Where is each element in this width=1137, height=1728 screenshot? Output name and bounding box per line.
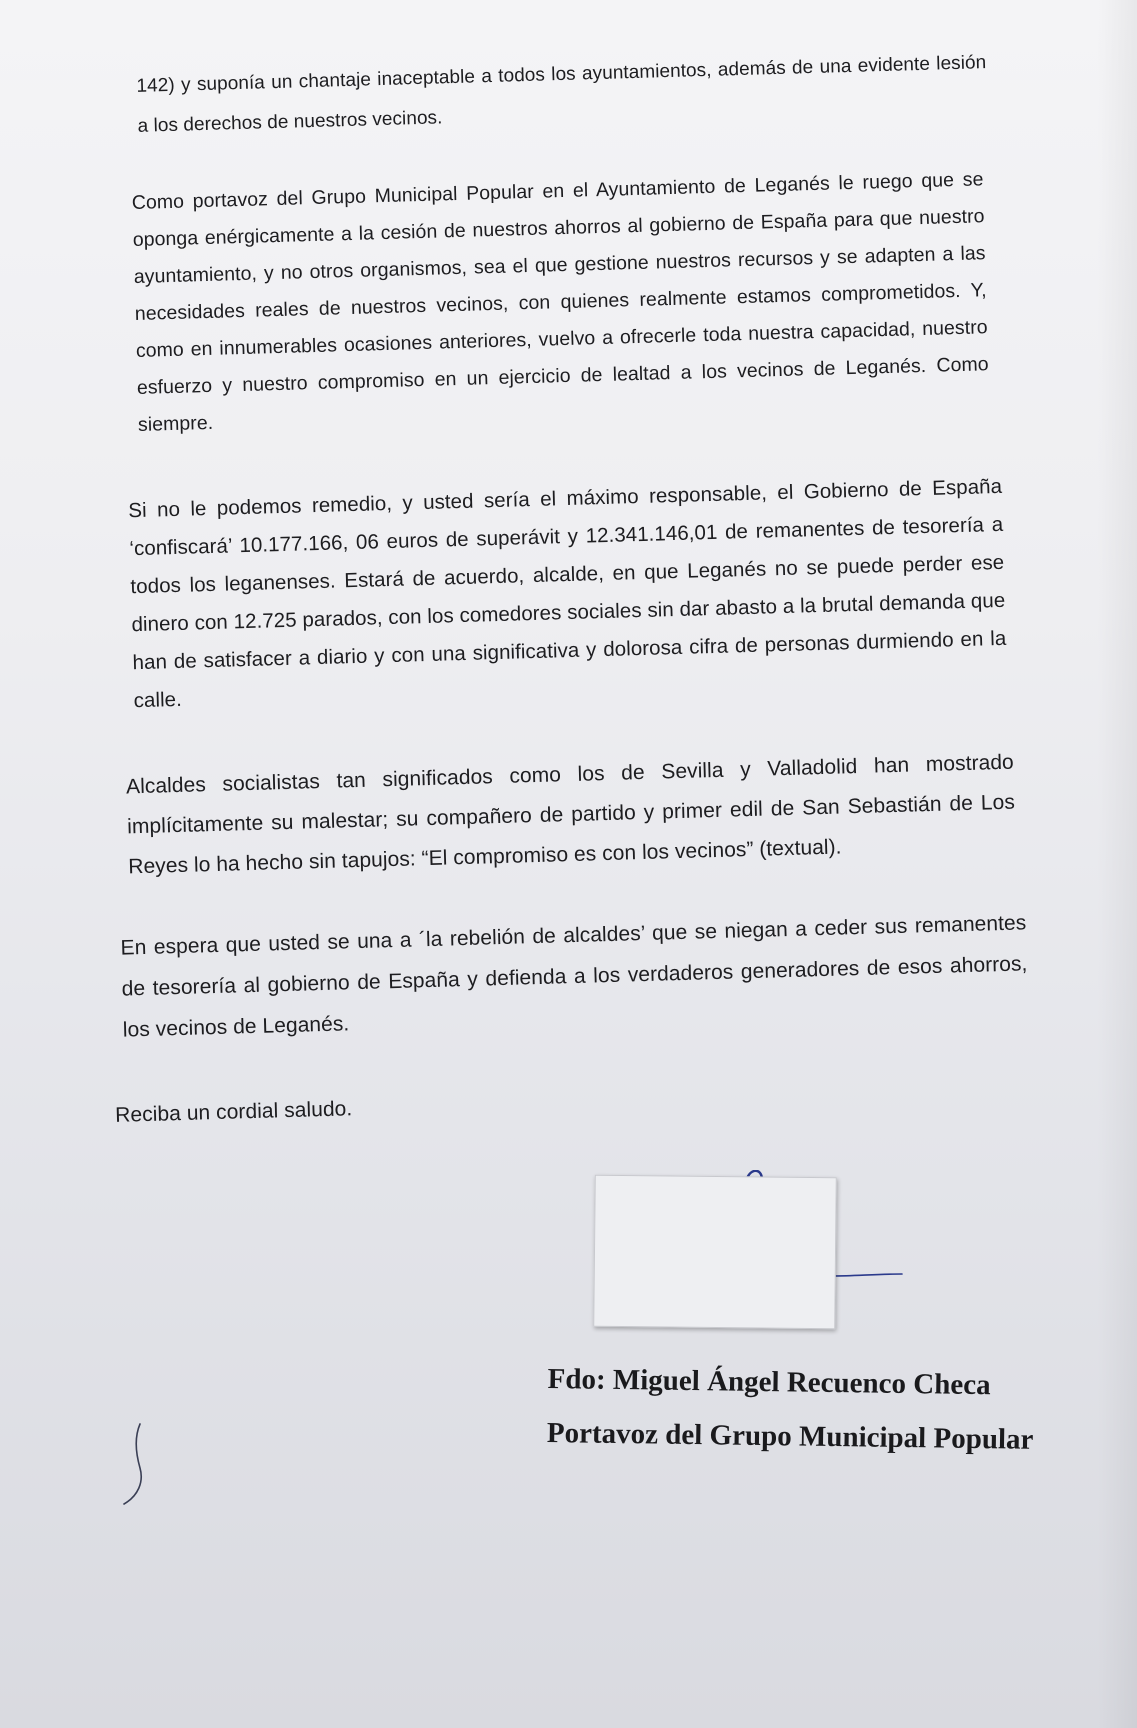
paragraph-mayors: Alcaldes socialistas tan significados como los de Sevilla y Valladolid han mostrado implícitamente su malestar; su compañero de partido y primer edil de San Sebastián de Los Reyes lo ha hecho sin tapujos: “El compromiso es con los vecinos” (textual). (125, 750, 1016, 879)
signer-block (546, 1352, 1034, 1467)
page-edge-shadow (1097, 0, 1137, 1728)
pen-mark-icon (116, 1420, 156, 1510)
closing-greeting: Reciba un cordial saludo. (114, 1097, 353, 1127)
signer-name: Fdo: Miguel Ángel Recuenco Checa (547, 1362, 991, 1402)
signature-redaction-box (593, 1175, 837, 1330)
paragraph-rebellion: En espera que usted se una a ´la rebelión de alcaldes’ que se niegan a ceder sus remanentes de tesorería al gobierno de España y defienda a los verdaderos generadores de esos ahorros, los vecinos de Leganés. (120, 911, 1028, 1042)
paragraph-figures: Si no le podemos remedio, y usted sería el máximo responsable, el Gobierno de España ‘confiscará’ 10.177.166, 06 euros de superávit y 12.341.146,01 de remanentes de tesorería a todos los leganenses. Estará de acuerdo, alcalde, en que Leganés no se puede perder ese dinero con 12.725 parados, con los comedores sociales sin dar abasto a la brutal demanda que han de satisfacer a diario y con una significativa y dolorosa cifra de personas durmiendo en la calle. (128, 474, 1007, 713)
signer-role: Portavoz del Grupo Municipal Popular (546, 1416, 1034, 1456)
letter-body (96, 42, 1045, 1135)
signature-area (590, 1170, 920, 1340)
paragraph-intro: 142) y suponía un chantaje inaceptable a todos los ayuntamientos, además de una evidente lesión a los derechos de nuestros vecinos. (136, 52, 987, 137)
paragraph-request: Como portavoz del Grupo Municipal Popular en el Ayuntamiento de Leganés le ruego que se oponga enérgicamente a la cesión de nuestros ahorros al gobierno de España para que nuestro ayuntamiento, y no otros organismos, sea el que gestione nuestros recursos y se adapten a las necesidades reales de nuestros vecinos, con quienes realmente estamos comprometidos. Y, como en innumerables ocasiones anteriores, vuelvo a ofrecerle toda nuestra capacidad, nuestro esfuerzo y nuestro compromiso en un ejercicio de lealtad a los vecinos de Leganés. Como siempre. (131, 168, 989, 436)
